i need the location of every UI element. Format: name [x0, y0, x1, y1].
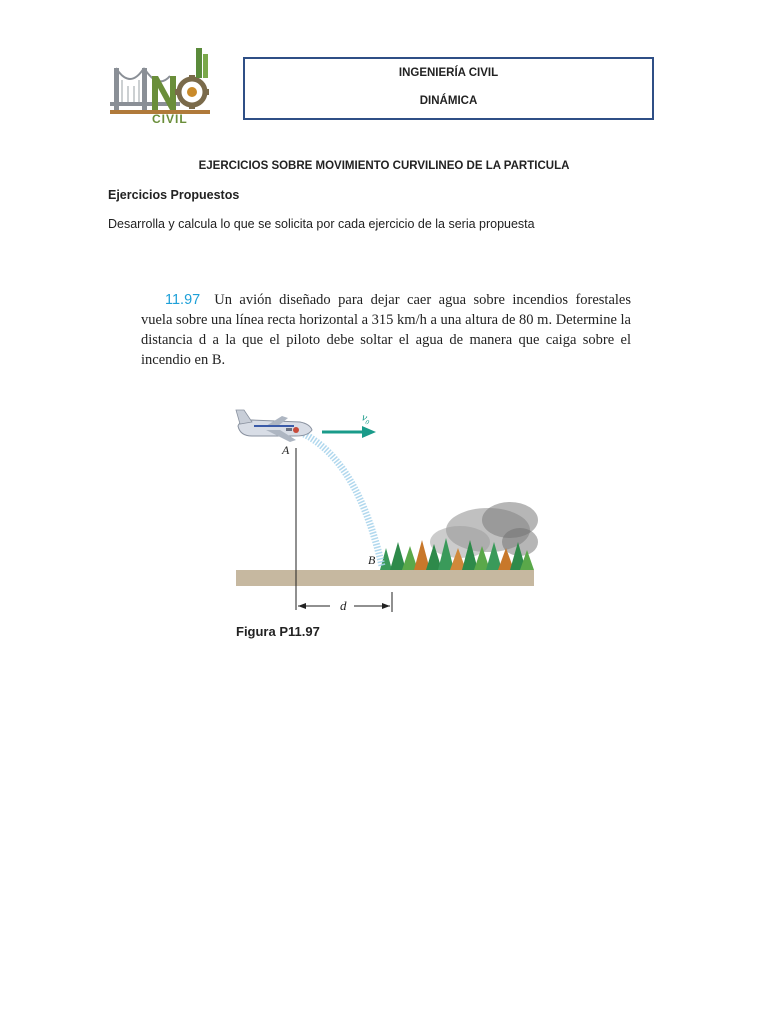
problem-figure: [230, 402, 540, 638]
instructions-text: Desarrolla y calcula lo que se solicita por cada ejercicio de la seria propuesta: [108, 217, 535, 231]
course-header-box: [243, 57, 654, 120]
problem-number: 11.97: [165, 292, 201, 308]
label-a: A: [282, 443, 290, 457]
problem-text: Un avión diseñado para dejar caer agua sobre incendios forestales vuela sobre una línea recta horizontal a 315 km/h a una altura de 80 m. Determine la distancia d a la que el piloto debe soltar el agua de manera que caiga sobre el incendio en B.: [141, 292, 631, 368]
header-course: DINÁMICA: [419, 95, 478, 107]
label-velocity: v₀: [359, 411, 373, 426]
water-stream: [304, 434, 382, 566]
label-d: d: [340, 598, 347, 613]
airplane-icon: [236, 410, 312, 442]
label-b: B: [368, 553, 376, 567]
ground: [236, 570, 534, 586]
figure-caption: Figura P11.97: [236, 624, 320, 639]
section-heading: Ejercicios Propuestos: [108, 188, 240, 202]
problem-statement: [141, 290, 631, 370]
civil-engineering-logo: [108, 46, 214, 130]
logo-text: CIVIL: [152, 112, 188, 126]
page-title: EJERCICIOS SOBRE MOVIMIENTO CURVILINEO DE LA PARTICULA: [198, 160, 570, 172]
header-program: INGENIERÍA CIVIL: [398, 67, 499, 79]
